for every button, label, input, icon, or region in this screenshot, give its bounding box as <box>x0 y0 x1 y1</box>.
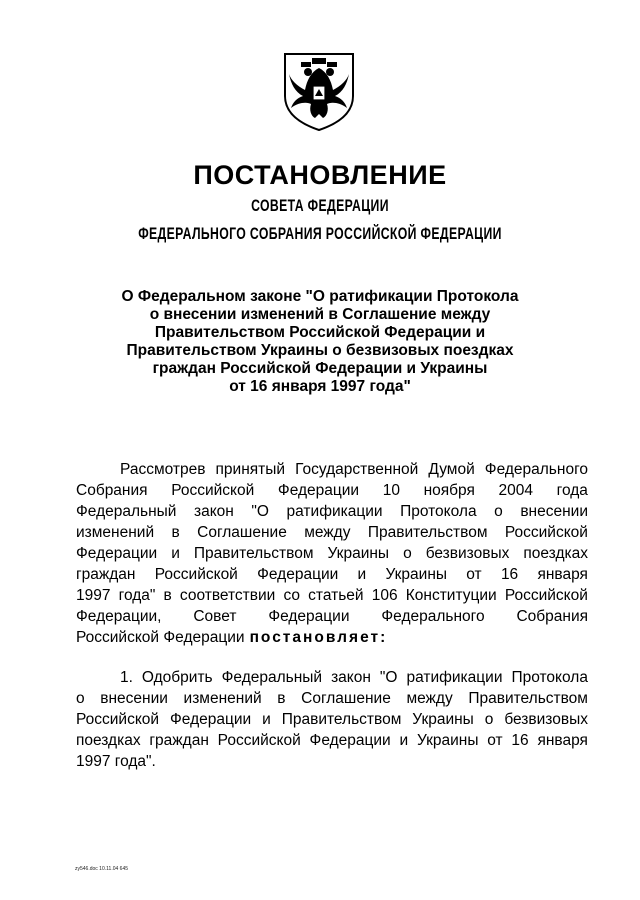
word: 2004 <box>498 482 534 499</box>
paragraph-last-line <box>76 627 588 648</box>
word: в <box>163 587 172 604</box>
paragraph-line <box>76 688 588 709</box>
resolution-item-1 <box>76 667 588 772</box>
word: закон <box>194 503 234 520</box>
word: и <box>262 711 271 728</box>
word: Российской <box>76 711 160 728</box>
paragraph-line <box>76 606 588 627</box>
word: Совет <box>193 608 237 625</box>
word: Федерального <box>381 608 485 625</box>
word: 10 <box>382 482 400 499</box>
word: от <box>487 732 503 749</box>
word: Собрания <box>516 608 588 625</box>
word: граждан <box>76 566 136 583</box>
word: Федерального <box>484 461 588 478</box>
word: января <box>537 732 588 749</box>
word: соответствии <box>179 587 276 604</box>
word: Украины <box>385 566 448 583</box>
word: и <box>357 566 367 583</box>
word: Федерации <box>170 711 252 728</box>
word: Российской <box>504 587 588 604</box>
word: о <box>484 711 494 728</box>
word: поездках <box>523 545 588 562</box>
word: внесении <box>100 690 168 707</box>
word: в <box>277 690 286 707</box>
word: 16 <box>511 732 529 749</box>
word: "О <box>379 669 398 686</box>
word: между <box>406 690 453 707</box>
paragraph-last-line <box>76 751 588 772</box>
issuing-body-line-1: СОВЕТА ФЕДЕРАЦИИ <box>251 196 389 215</box>
word: Конституции <box>405 587 497 604</box>
word: Федерации, <box>76 608 162 625</box>
word: Соглашение <box>197 524 287 541</box>
file-reference: zy546.doc 10.11.04 645 <box>75 866 129 872</box>
resolves-emphasis: постановляет: <box>249 629 388 646</box>
word: Протокола <box>400 503 477 520</box>
paragraph-line <box>76 667 588 688</box>
word: ратификации <box>286 503 383 520</box>
paragraph-line <box>76 709 588 730</box>
word: и <box>171 545 180 562</box>
word: изменений <box>183 690 262 707</box>
word: о <box>403 545 412 562</box>
word: безвизовых <box>425 545 510 562</box>
word: статьей <box>308 587 364 604</box>
word: Федеральный <box>76 503 177 520</box>
word: Украины <box>412 711 474 728</box>
word: января <box>537 566 588 583</box>
heading-line: Правительством Российской Федерации и <box>154 324 486 341</box>
word: Правительством <box>468 690 588 707</box>
word: от <box>466 566 482 583</box>
word: Думой <box>428 461 475 478</box>
paragraph-line <box>76 543 588 564</box>
paragraph-line <box>76 730 588 751</box>
heading-line: о внесении изменений в Соглашение между <box>149 306 491 323</box>
paragraph-line <box>76 585 588 606</box>
paragraph-line <box>76 564 588 585</box>
word: закон <box>331 669 371 686</box>
word: о <box>494 503 503 520</box>
word: 1. <box>120 669 133 686</box>
preamble-paragraph <box>76 459 588 648</box>
word: Соглашение <box>301 690 391 707</box>
word: внесении <box>520 503 588 520</box>
word: Российской <box>504 524 588 541</box>
heading-line: О Федеральном законе "О ратификации Протокола <box>121 288 519 305</box>
word: Правительством <box>193 545 314 562</box>
word: "О <box>251 503 269 520</box>
word: Правительством <box>367 524 488 541</box>
word: Одобрить <box>141 669 213 686</box>
word: безвизовых <box>504 711 588 728</box>
word: и <box>399 732 409 749</box>
paragraph-line <box>76 480 588 501</box>
word: Федерации <box>277 482 360 499</box>
word: Российской <box>154 566 238 583</box>
issuing-body-line-2: ФЕДЕРАЛЬНОГО СОБРАНИЯ РОССИЙСКОЙ ФЕДЕРАЦИИ <box>138 224 502 243</box>
word: принятый <box>215 461 286 478</box>
word: Правительством <box>281 711 402 728</box>
word: Российской <box>217 732 301 749</box>
word: Собрания <box>76 482 148 499</box>
word: между <box>304 524 351 541</box>
last-line-text: 1997 года". <box>76 753 156 770</box>
word: Федерации <box>76 545 158 562</box>
word: Украины <box>416 732 479 749</box>
word: граждан <box>149 732 209 749</box>
word: Федерации <box>309 732 391 749</box>
heading-line: Правительством Украины о безвизовых поездках <box>126 342 514 359</box>
russian-coat-of-arms-icon <box>281 50 357 132</box>
word: со <box>283 587 301 604</box>
word: 1997 <box>76 587 111 604</box>
word: Украины <box>327 545 390 562</box>
word: Государственной <box>295 461 419 478</box>
word: Федеральный <box>221 669 323 686</box>
paragraph-line <box>76 459 588 480</box>
word: поездках <box>76 732 141 749</box>
word: Федерации <box>257 566 339 583</box>
word: 16 <box>500 566 519 583</box>
resolution-heading <box>100 288 540 396</box>
word: в <box>171 524 180 541</box>
word: изменений <box>76 524 155 541</box>
document-title: ПОСТАНОВЛЕНИЕ <box>193 160 447 190</box>
word: о <box>76 690 85 707</box>
word: Протокола <box>511 669 588 686</box>
word: года" <box>118 587 156 604</box>
word: Российской <box>171 482 255 499</box>
word: ноября <box>423 482 475 499</box>
word: ратификации <box>406 669 503 686</box>
paragraph-line <box>76 501 588 522</box>
last-line-text: Российской Федерации <box>76 629 245 646</box>
word: Рассмотрев <box>120 461 206 478</box>
heading-line: граждан Российской Федерации и Украины <box>152 360 488 377</box>
heading-line: от 16 января 1997 года" <box>229 378 411 395</box>
word: 106 <box>371 587 398 604</box>
paragraph-line <box>76 522 588 543</box>
word: года <box>556 482 588 499</box>
word: Федерации <box>268 608 350 625</box>
